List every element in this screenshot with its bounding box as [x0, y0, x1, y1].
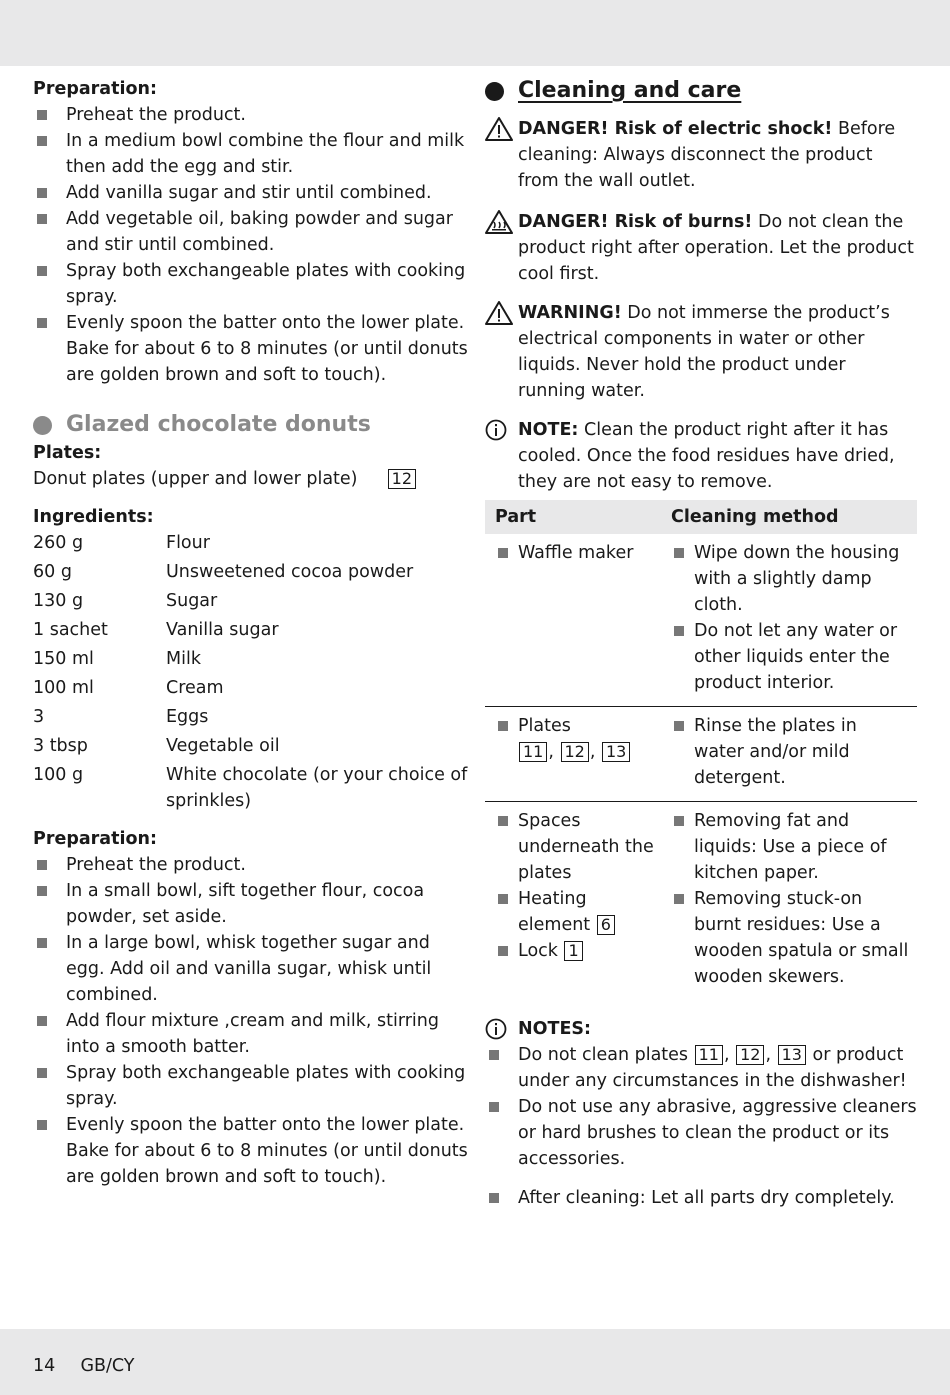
table-row: [485, 707, 917, 802]
region-code: GB/CY: [80, 1356, 135, 1376]
notes-label: NOTES:: [518, 1019, 592, 1039]
list-item: Do not let any water or other liquids enter the product interior.: [671, 618, 911, 696]
ingredient-qty: 3: [33, 707, 45, 727]
list-item: In a large bowl, whisk together sugar and egg. Add oil and vanilla sugar, whisk until combined.: [33, 930, 468, 1008]
danger-shock-block: [485, 116, 917, 194]
list-item: Preheat the product.: [33, 852, 468, 878]
ingredient-name: Sugar: [166, 591, 218, 611]
part-reference: 11: [519, 742, 547, 762]
page-footer: [33, 1353, 135, 1379]
ingredients-table: [33, 530, 468, 814]
list-item: Do not use any abrasive, aggressive cleaners or hard brushes to clean the product or its accessories.: [485, 1094, 917, 1172]
footer-bar: [0, 1329, 950, 1395]
ingredient-qty: 60 g: [33, 562, 72, 582]
danger-burns-block: [485, 209, 917, 287]
list-item: Add vegetable oil, baking powder and sugar and stir until combined.: [33, 206, 468, 258]
plates-line: [33, 466, 468, 492]
hot-surface-icon: [485, 209, 513, 235]
right-column: [485, 76, 917, 1211]
list-item: Add vanilla sugar and stir until combined.: [33, 180, 468, 206]
list-item: [495, 886, 655, 938]
part-reference: 13: [778, 1045, 806, 1065]
left-column: [33, 76, 468, 1190]
bullet-dot-icon: [33, 416, 52, 435]
part-reference: 12: [388, 469, 416, 489]
table-cell: [661, 707, 917, 802]
list-item: [495, 938, 655, 964]
list-item: In a small bowl, sift together flour, cocoa powder, set aside.: [33, 878, 468, 930]
part-reference: 12: [736, 1045, 764, 1065]
notes-list: [485, 1042, 917, 1172]
bullet-dot-icon: [485, 82, 504, 101]
list-item: Rinse the plates in water and/or mild detergent.: [671, 713, 911, 791]
preparation-list: [33, 102, 468, 388]
after-cleaning-list: [485, 1185, 917, 1211]
ingredient-name: Milk: [166, 649, 201, 669]
ingredient-name: Unsweetened cocoa powder: [166, 562, 414, 582]
list-item: Removing stuck-on burnt residues: Use a wooden spatula or small wooden skewers.: [671, 886, 911, 990]
note-text: Clean the product right after it has cooled. Once the food residues have dried, they are not easy to remove.: [518, 420, 895, 492]
warning-triangle-icon: [485, 300, 513, 326]
list-item: Evenly spoon the batter onto the lower plate. Bake for about 6 to 8 minutes (or until donuts are golden brown and soft to touch).: [33, 310, 468, 388]
list-item: Spray both exchangeable plates with cooking spray.: [33, 1060, 468, 1112]
table-cell: [661, 534, 917, 707]
page-number: 14: [33, 1356, 56, 1376]
ingredient-name: Eggs: [166, 707, 209, 727]
column-header: Part: [485, 500, 661, 534]
part-name: Plates: [518, 716, 571, 736]
ingredient-qty: 260 g: [33, 533, 84, 553]
warning-label: WARNING!: [518, 303, 622, 323]
ingredient-name: Vanilla sugar: [166, 620, 279, 640]
info-icon: [485, 417, 513, 443]
part-reference: 13: [602, 742, 630, 762]
list-item: Add flour mixture ,cream and milk, stirring into a smooth batter.: [33, 1008, 468, 1060]
warning-block: [485, 300, 917, 404]
notes-text: or product under any circumstances in the dishwasher!: [518, 1045, 907, 1091]
warning-triangle-icon: [485, 116, 513, 142]
table-header-row: [485, 500, 917, 534]
list-item: Waffle maker: [495, 540, 655, 566]
part-name: Heating element: [518, 889, 591, 935]
preparation-heading: Preparation:: [33, 79, 157, 99]
note-label: NOTE:: [518, 420, 579, 440]
ingredients-heading: Ingredients:: [33, 507, 154, 527]
part-reference: 6: [597, 915, 615, 935]
warning-text: Do not immerse the product’s electrical components in water or other liquids. Never hold the product under running water.: [518, 303, 890, 401]
plates-text: Donut plates (upper and lower plate): [33, 469, 358, 489]
list-item: Spray both exchangeable plates with cooking spray.: [33, 258, 468, 310]
note-block: [485, 417, 917, 495]
ingredient-name: White chocolate (or your choice of sprinkles): [166, 765, 468, 811]
cleaning-table: [485, 500, 917, 1000]
preparation-heading: Preparation:: [33, 829, 157, 849]
section-heading: [485, 76, 917, 106]
column-header: Cleaning method: [661, 500, 917, 534]
part-reference: 12: [561, 742, 589, 762]
notes-text: Do not clean plates: [518, 1045, 694, 1065]
part-name: Lock: [518, 941, 558, 961]
section-title: Cleaning and care: [518, 78, 742, 103]
ingredient-qty: 150 ml: [33, 649, 94, 669]
part-reference: 11: [695, 1045, 723, 1065]
list-item: Spaces underneath the plates: [495, 808, 655, 886]
ingredient-name: Cream: [166, 678, 224, 698]
list-item: Removing fat and liquids: Use a piece of kitchen paper.: [671, 808, 911, 886]
table-cell: [485, 707, 661, 802]
ingredient-name: Vegetable oil: [166, 736, 280, 756]
danger-label: DANGER! Risk of burns!: [518, 212, 753, 232]
table-row: [485, 534, 917, 707]
section-heading: [33, 410, 468, 440]
danger-text: Do not clean the product right after operation. Let the product cool first.: [518, 212, 914, 284]
notes-block: [485, 1016, 917, 1042]
plates-heading: Plates:: [33, 443, 102, 463]
ingredient-name: Flour: [166, 533, 210, 553]
list-item: After cleaning: Let all parts dry completely.: [485, 1185, 917, 1211]
danger-label: DANGER! Risk of electric shock!: [518, 119, 833, 139]
table-cell: [485, 802, 661, 1001]
ingredient-qty: 1 sachet: [33, 620, 108, 640]
table-row: [485, 802, 917, 1001]
list-item: Evenly spoon the batter onto the lower plate. Bake for about 6 to 8 minutes (or until donuts are golden brown and soft to touch).: [33, 1112, 468, 1190]
ingredient-qty: 3 tbsp: [33, 736, 88, 756]
ingredient-qty: 100 g: [33, 765, 84, 785]
list-item: Wipe down the housing with a slightly damp cloth.: [671, 540, 911, 618]
part-reference: 1: [564, 941, 582, 961]
list-item: Preheat the product.: [33, 102, 468, 128]
list-item: Do not clean plates 11 , 12 , 13 or product under any circumstances in the dishwasher!: [485, 1042, 917, 1094]
list-item: In a medium bowl combine the flour and milk then add the egg and stir.: [33, 128, 468, 180]
table-cell: [485, 534, 661, 707]
preparation-list: [33, 852, 468, 1190]
ingredient-qty: 130 g: [33, 591, 84, 611]
top-header-bar: [0, 0, 950, 66]
ingredient-qty: 100 ml: [33, 678, 94, 698]
danger-text: Before cleaning: Always disconnect the product from the wall outlet.: [518, 119, 896, 191]
list-item: Plates 11 , 12 , 13: [495, 713, 655, 765]
section-title: Glazed chocolate donuts: [66, 412, 371, 437]
table-cell: [661, 802, 917, 1001]
info-icon: [485, 1016, 513, 1042]
